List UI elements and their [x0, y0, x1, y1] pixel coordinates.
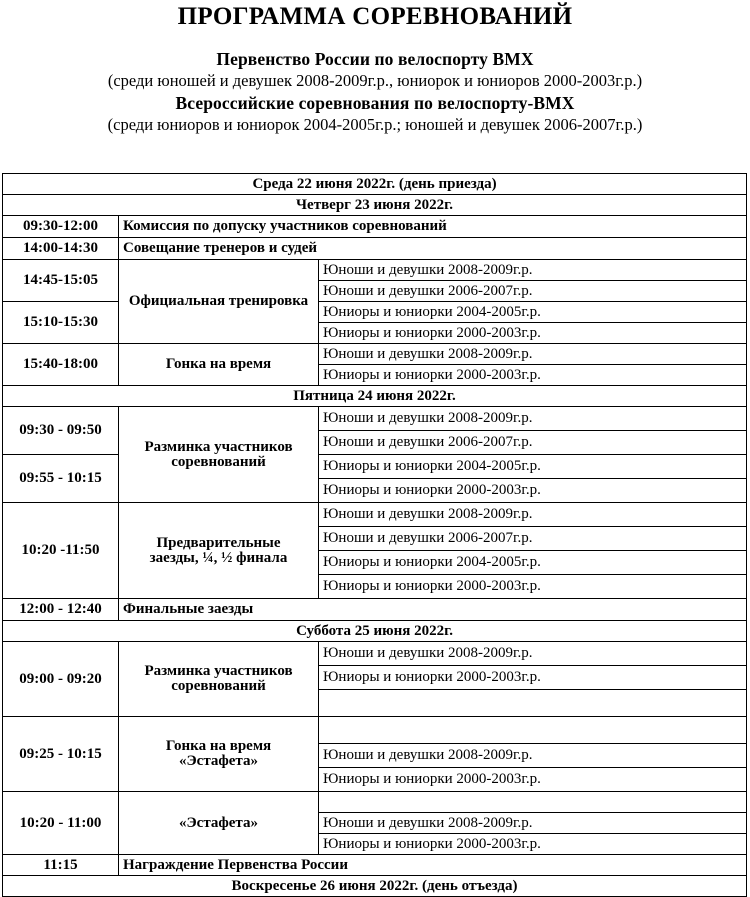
table-row	[3, 876, 747, 897]
day-header-wednesday: Среда 22 июня 2022г. (день приезда)	[3, 174, 747, 195]
cell-category: Юниоры и юниорки 2004-2005г.р.	[319, 455, 747, 479]
cell-category: Юноши и девушки 2008-2009г.р.	[319, 642, 747, 666]
cell-event: «Эстафета»	[119, 792, 319, 855]
cell-category: Юниоры и юниорки 2000-2003г.р.	[319, 575, 747, 599]
championship-categories-primary: (среди юношей и девушек 2008-2009г.р., юниорок и юниоров 2000-2003г.р.)	[107, 71, 643, 91]
cell-category: Юноши и девушки 2008-2009г.р.	[319, 503, 747, 527]
table-row	[3, 216, 747, 238]
cell-time: 09:30-12:00	[3, 216, 119, 238]
table-row	[3, 792, 747, 813]
cell-event: Гонка на время	[119, 344, 319, 386]
event-line-1: Предварительные	[156, 534, 281, 551]
cell-category: Юниоры и юниорки 2000-2003г.р.	[319, 768, 747, 792]
day-header-friday: Пятница 24 июня 2022г.	[3, 386, 747, 407]
cell-event: Комиссия по допуску участников соревнований	[119, 216, 747, 238]
day-header-sunday: Воскресенье 26 июня 2022г. (день отъезда)	[3, 876, 747, 897]
cell-category: Юноши и девушки 2008-2009г.р.	[319, 260, 747, 281]
cell-time: 10:20 -11:50	[3, 503, 119, 599]
table-row	[3, 621, 747, 642]
cell-time: 09:55 - 10:15	[3, 455, 119, 503]
cell-category: Юниоры и юниорки 2000-2003г.р.	[319, 834, 747, 855]
table-row	[3, 407, 747, 431]
cell-time: 09:30 - 09:50	[3, 407, 119, 455]
schedule-table	[2, 173, 747, 897]
cell-category: Юноши и девушки 2008-2009г.р.	[319, 813, 747, 834]
event-line-2: заезды, ¼, ½ финала	[149, 549, 288, 566]
cell-category-empty	[319, 717, 747, 744]
event-line-2: соревнований	[171, 678, 266, 694]
cell-category: Юниоры и юниорки 2004-2005г.р.	[319, 551, 747, 575]
table-row	[3, 260, 747, 281]
page-title: ПРОГРАММА СОРЕВНОВАНИЙ	[177, 3, 573, 30]
cell-time: 15:40-18:00	[3, 344, 119, 386]
cell-category: Юноши и девушки 2006-2007г.р.	[319, 431, 747, 455]
cell-event	[119, 717, 319, 792]
cell-event: Разминка участников соревнований	[119, 407, 319, 503]
cell-event	[119, 642, 319, 717]
championship-title-primary: Первенство России по велоспорту BMX	[216, 48, 534, 69]
event-line-1: Гонка на время	[165, 738, 272, 754]
day-header-saturday: Суббота 25 июня 2022г.	[3, 621, 747, 642]
cell-time: 14:45-15:05	[3, 260, 119, 302]
cell-category: Юноши и девушки 2008-2009г.р.	[319, 744, 747, 768]
cell-category-empty	[319, 792, 747, 813]
event-line-2: «Эстафета»	[179, 753, 258, 769]
cell-category: Юноши и девушки 2008-2009г.р.	[319, 344, 747, 365]
cell-category: Юниоры и юниорки 2004-2005г.р.	[319, 302, 747, 323]
cell-time: 15:10-15:30	[3, 302, 119, 344]
table-row	[3, 642, 747, 666]
table-row	[3, 238, 747, 260]
table-row	[3, 855, 747, 876]
table-row	[3, 503, 747, 527]
cell-time: 12:00 - 12:40	[3, 599, 119, 621]
cell-event	[119, 503, 319, 599]
cell-category: Юниоры и юниорки 2000-2003г.р.	[319, 479, 747, 503]
table-row	[3, 455, 747, 479]
cell-time: 11:15	[3, 855, 119, 876]
championship-categories-secondary: (среди юниоров и юниорок 2004-2005г.р.; юношей и девушек 2006-2007г.р.)	[107, 114, 643, 134]
cell-category: Юноши и девушки 2006-2007г.р.	[319, 527, 747, 551]
cell-category: Юноши и девушки 2008-2009г.р.	[319, 407, 747, 431]
cell-time: 09:00 - 09:20	[3, 642, 119, 717]
table-row	[3, 302, 747, 323]
table-row	[3, 599, 747, 621]
cell-event: Совещание тренеров и судей	[119, 238, 747, 260]
cell-event: Награждение Первенства России	[119, 855, 747, 876]
cell-category: Юноши и девушки 2006-2007г.р.	[319, 281, 747, 302]
cell-event: Официальная тренировка	[119, 260, 319, 344]
cell-time: 10:20 - 11:00	[3, 792, 119, 855]
table-row	[3, 386, 747, 407]
cell-category: Юниоры и юниорки 2000-2003г.р.	[319, 365, 747, 386]
day-header-thursday: Четверг 23 июня 2022г.	[3, 195, 747, 216]
table-row	[3, 344, 747, 365]
subtitle-block	[0, 48, 750, 136]
cell-event: Финальные заезды	[119, 599, 747, 621]
table-row	[3, 195, 747, 216]
cell-category: Юниоры и юниорки 2000-2003г.р.	[319, 323, 747, 344]
schedule-table-wrapper	[2, 173, 746, 897]
table-row	[3, 717, 747, 744]
cell-category-empty	[319, 690, 747, 717]
cell-time: 09:25 - 10:15	[3, 717, 119, 792]
cell-time: 14:00-14:30	[3, 238, 119, 260]
table-row	[3, 174, 747, 195]
championship-title-secondary: Всероссийские соревнования по велоспорту-BMX	[175, 92, 575, 113]
cell-category: Юниоры и юниорки 2000-2003г.р.	[319, 666, 747, 690]
event-line-1: Разминка участников	[144, 663, 293, 679]
program-document	[0, 3, 750, 894]
